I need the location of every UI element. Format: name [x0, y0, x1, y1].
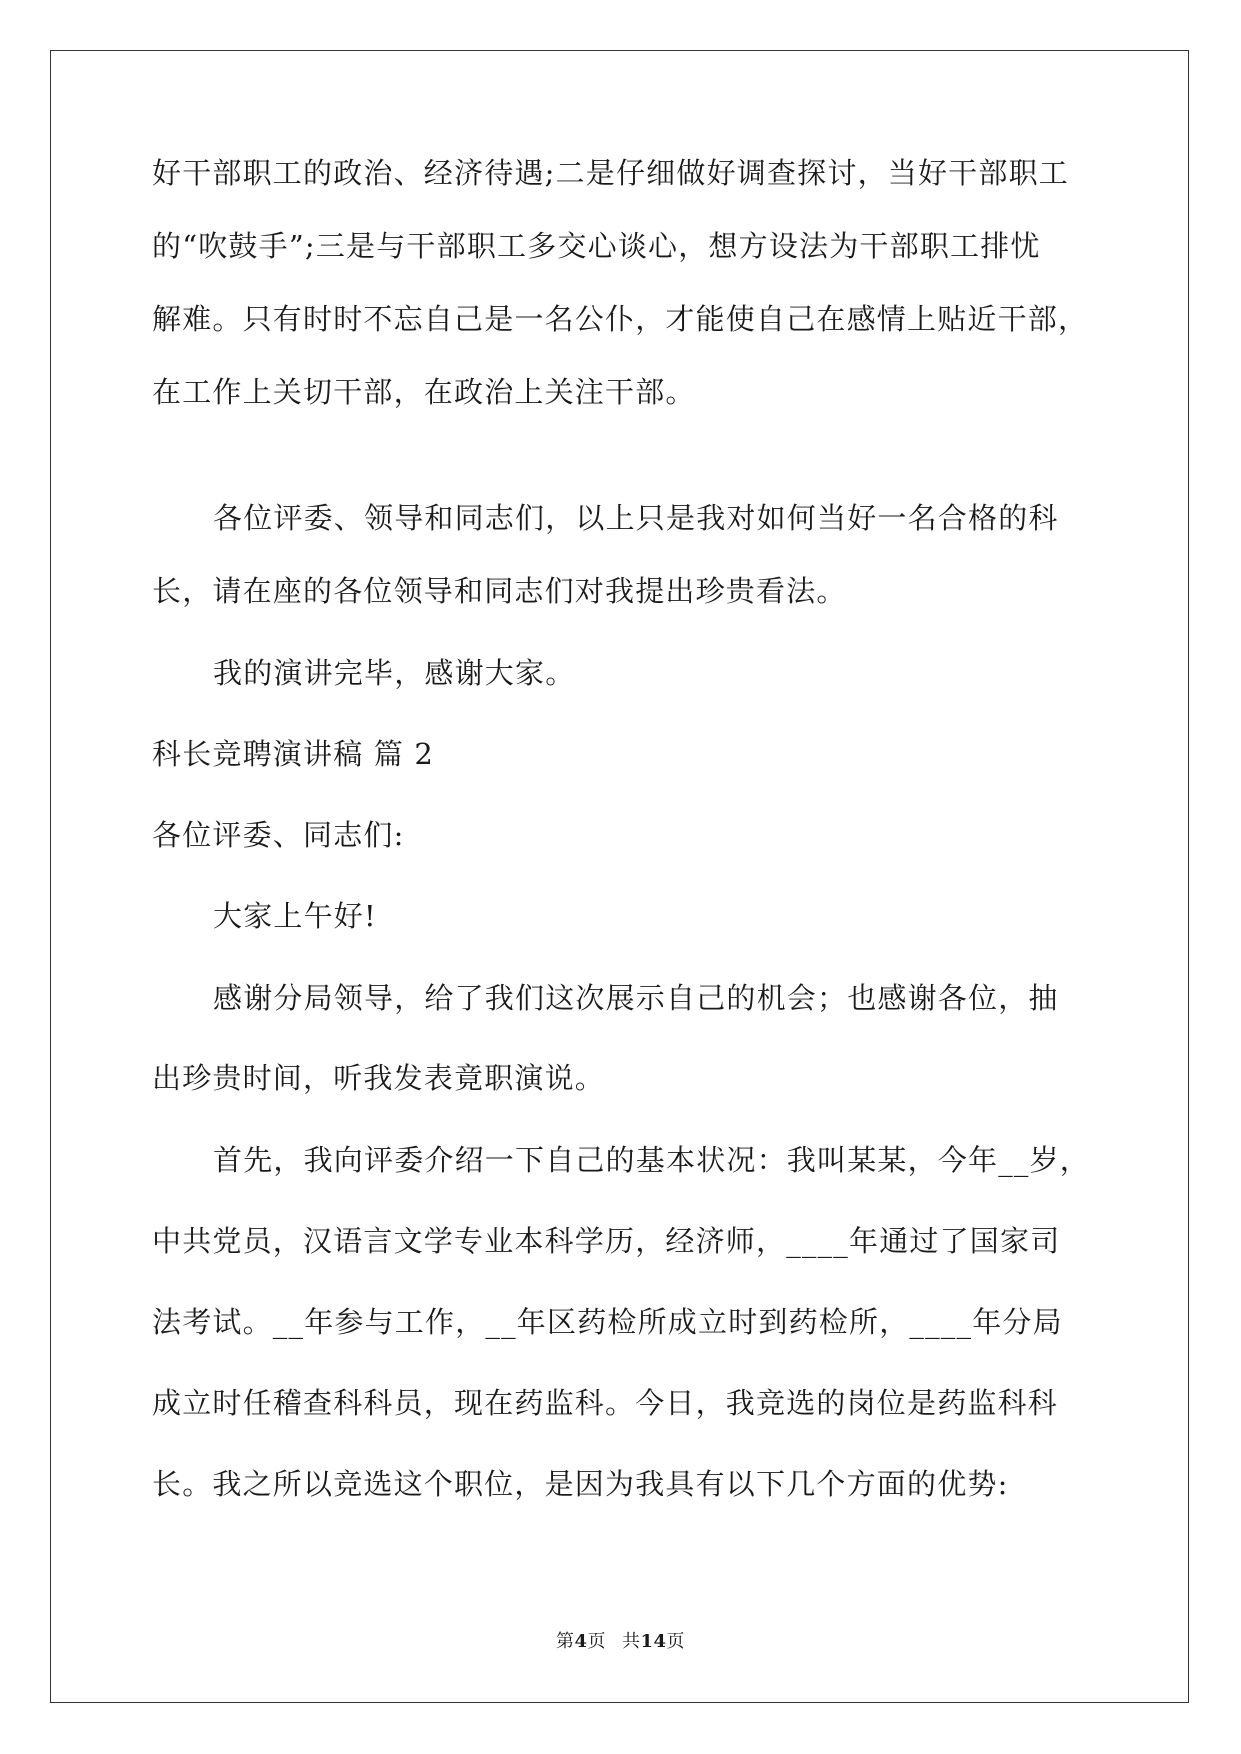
text-line: 感谢分局领导，给了我们这次展示自己的机会；也感谢各位，抽	[213, 981, 1059, 1015]
text-line: 长，请在座的各位领导和同志们对我提出珍贵看法。	[152, 574, 847, 608]
text-line: 法考试。__年参与工作，__年区药检所成立时到药检所，____年分局	[152, 1305, 1063, 1339]
text-line: 各位评委、领导和同志们，以上只是我对如何当好一名合格的科	[213, 501, 1059, 535]
text-line: 长。我之所以竞选这个职位，是因为我具有以下几个方面的优势:	[152, 1467, 1009, 1501]
text-line: 好干部职工的政治、经济待遇;二是仔细做好调查探讨，当好干部职工	[152, 156, 1069, 190]
footer-prefix: 第	[555, 1631, 575, 1652]
footer-total-prefix: 共	[621, 1631, 641, 1652]
text-line: 我的演讲完毕，感谢大家。	[213, 656, 576, 690]
salutation: 各位评委、同志们:	[152, 818, 405, 852]
greeting: 大家上午好!	[213, 899, 377, 933]
section-heading: 科长竞聘演讲稿 篇 2	[152, 737, 435, 771]
text-line: 在工作上关切干部，在政治上关注干部。	[152, 375, 696, 409]
text-line: 的“吹鼓手”;三是与干部职工多交心谈心，想方设法为干部职工排忧	[152, 229, 1041, 263]
text-line: 成立时任稽查科科员，现在药监科。今日，我竞选的岗位是药监科科	[152, 1386, 1059, 1420]
text-line: 解难。只有时时不忘自己是一名公仆，才能使自己在感情上贴近干部，	[152, 302, 1089, 336]
page-frame	[50, 50, 1189, 1703]
page-footer	[0, 1630, 1241, 1654]
text-line: 中共党员，汉语言文学专业本科学历，经济师，____年通过了国家司	[152, 1224, 1061, 1258]
total-page-count: 14	[640, 1631, 667, 1652]
footer-total-suffix: 页	[666, 1631, 686, 1652]
current-page-number: 4	[574, 1631, 588, 1652]
footer-page-suffix: 页	[587, 1631, 606, 1652]
text-line: 首先，我向评委介绍一下自己的基本状况：我叫某某，今年__岁，	[213, 1143, 1091, 1177]
text-line: 出珍贵时间，听我发表竟职演说。	[152, 1061, 606, 1095]
